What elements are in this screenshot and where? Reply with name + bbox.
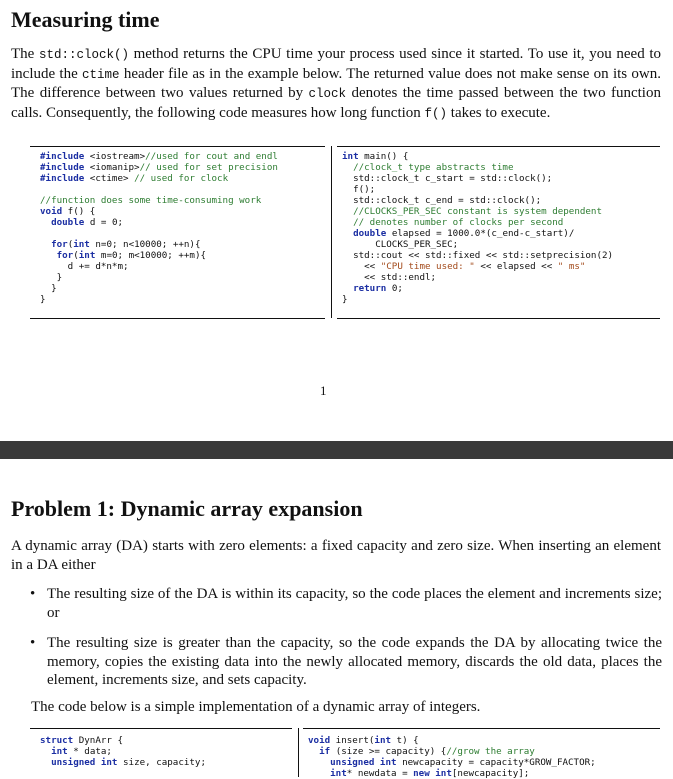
code-token	[40, 217, 51, 228]
code-token	[308, 768, 330, 779]
code-line	[40, 173, 328, 184]
p2-left-code-top-rule	[30, 728, 292, 729]
code-token: <iomanip>	[89, 162, 140, 173]
left-code-bottom-rule	[30, 318, 325, 319]
code-line	[342, 228, 662, 239]
code-token: if	[319, 746, 336, 757]
section-title-measuring-time: Measuring time	[11, 7, 160, 32]
code-token: //function does some time-consuming work	[40, 195, 262, 206]
code-token: <iostream>	[89, 151, 146, 162]
intro-text: header file as in the example below. The returned value does not make sense on its own. The difference between two values returned by	[11, 65, 661, 101]
code-token	[342, 217, 353, 228]
code-token: " ms"	[557, 261, 586, 272]
intro-text: The	[11, 46, 39, 62]
code-token	[40, 239, 51, 250]
code-token: << std::endl;	[342, 272, 437, 283]
code-line	[40, 206, 328, 217]
code-token: f() {	[67, 206, 96, 217]
code-token: size, capacity;	[123, 757, 206, 768]
code-token: newcapacity = capacity*GROW_FACTOR;	[402, 757, 596, 768]
code-token: double	[51, 217, 90, 228]
code-token: //CLOCKS_PER_SEC constant is system dependent	[353, 206, 602, 217]
code-token: n=0; n<10000; ++n){	[95, 239, 201, 250]
code-line	[342, 294, 662, 305]
inline-code: std::clock()	[38, 48, 129, 62]
code-token: main() {	[364, 151, 409, 162]
intro-paragraph	[11, 45, 661, 123]
code-token: f();	[342, 184, 376, 195]
code-token: (	[67, 239, 74, 250]
code-token: * newdata =	[346, 768, 414, 779]
code-token: <ctime>	[89, 173, 129, 184]
code-token: << elapsed <<	[474, 261, 558, 272]
code-token	[342, 162, 353, 173]
code-line	[40, 283, 328, 294]
inline-code: f()	[424, 106, 448, 121]
page-number: 1	[320, 383, 327, 398]
p2-right-code-top-rule	[303, 728, 660, 729]
code-line	[342, 151, 662, 162]
code-line	[342, 195, 662, 206]
code-token: // denotes number of clocks per second	[353, 217, 564, 228]
code-line	[342, 206, 662, 217]
code-token: d += d*n*m;	[40, 261, 129, 272]
code-token: int	[374, 735, 397, 746]
code-line	[40, 261, 328, 272]
bullet-dot-icon: •	[30, 586, 36, 602]
code-line	[342, 283, 662, 294]
left-code-top-rule	[30, 146, 325, 147]
code-token: }	[40, 283, 57, 294]
bullet-item	[30, 634, 662, 690]
p2-right-code-listing	[308, 735, 668, 779]
code-token: [newcapacity];	[451, 768, 530, 779]
code-token: int	[78, 250, 101, 261]
code-line	[308, 757, 668, 768]
code-line	[342, 272, 662, 283]
left-code-listing	[40, 151, 328, 305]
section-title-problem-1: Problem 1: Dynamic array expansion	[11, 496, 363, 521]
code-token: DynArr {	[78, 735, 123, 746]
code-token: #include	[40, 162, 90, 173]
p2-left-code-listing	[40, 735, 295, 768]
code-token: unsigned int	[330, 757, 403, 768]
code-token: new int	[413, 768, 452, 779]
code-token: void	[40, 206, 68, 217]
code-line	[342, 184, 662, 195]
code-line	[40, 250, 328, 261]
code-token: 0;	[391, 283, 403, 294]
code-token: <<	[342, 261, 381, 272]
code-token	[342, 283, 353, 294]
document-page-2	[0, 459, 673, 777]
code-token	[40, 757, 51, 768]
code-line	[342, 162, 662, 173]
code-token: #include	[40, 151, 90, 162]
intro-text: takes to execute.	[447, 104, 551, 121]
code-token: }	[40, 294, 46, 305]
code-line	[40, 162, 328, 173]
code-token	[308, 757, 330, 768]
bullet-dot-icon: •	[30, 635, 36, 651]
code-token: (	[73, 250, 79, 261]
code-line	[308, 768, 668, 779]
bullet-text: The resulting size of the DA is within its capacity, so the code places the element and increments size; or	[47, 586, 662, 621]
code-line	[40, 272, 328, 283]
bullet-item	[30, 585, 662, 622]
code-token: * data;	[73, 746, 112, 757]
code-line	[308, 746, 668, 757]
code-token: CLOCKS_PER_SEC;	[342, 239, 459, 250]
code-token: int	[51, 746, 74, 757]
code-line	[342, 239, 662, 250]
code-line	[40, 228, 328, 239]
code-line	[342, 250, 662, 261]
code-token: struct	[40, 735, 79, 746]
code-token	[40, 250, 57, 261]
p2-code-column-separator	[298, 728, 299, 777]
right-code-bottom-rule	[337, 318, 660, 319]
code-line	[40, 735, 295, 746]
code-token: for	[56, 250, 74, 261]
code-line	[342, 261, 662, 272]
code-token: std::clock_t c_start = std::clock();	[342, 173, 553, 184]
code-token: m=0; m<10000; ++m){	[100, 250, 207, 261]
code-token: for	[51, 239, 68, 250]
inline-code: ctime	[82, 67, 120, 82]
inline-code: clock	[308, 87, 347, 101]
code-token: #include	[40, 173, 90, 184]
code-token: //grow the array	[446, 746, 535, 757]
intro-text: denotes the time passed between the two function calls. Consequently, the following code measures how long function	[11, 85, 661, 121]
code-token: t) {	[396, 735, 419, 746]
code-token: //clock_t type abstracts time	[353, 162, 514, 173]
code-line	[40, 151, 328, 162]
bullet-text: The resulting size is greater than the capacity, so the code expands the DA by allocating twice the memory, copies the existing data into the newly allocated memory, discards the old data, places the element, increments size, and sets capacity.	[47, 635, 662, 688]
code-token	[40, 746, 51, 757]
code-token: double	[353, 228, 392, 239]
code-token: (size >= capacity) {	[335, 746, 447, 757]
code-line	[40, 184, 328, 195]
code-token: int	[73, 239, 96, 250]
code-token: //used for cout and endl	[145, 151, 278, 162]
code-column-separator	[331, 146, 332, 318]
code-line	[40, 746, 295, 757]
code-line	[40, 195, 328, 206]
code-token: // used for set precision	[139, 162, 278, 173]
code-line	[40, 757, 295, 768]
code-line	[40, 239, 328, 250]
code-token: std::clock_t c_end = std::clock();	[342, 195, 542, 206]
code-line	[342, 173, 662, 184]
code-token: unsigned int	[51, 757, 123, 768]
problem-intro-paragraph: A dynamic array (DA) starts with zero elements: a fixed capacity and zero size. When inserting an element in a DA either	[11, 538, 661, 573]
code-line	[40, 217, 328, 228]
intro-text: method returns the CPU time your process used since it started. To use it, you need to include the	[11, 46, 661, 82]
bullet-list	[30, 585, 662, 702]
code-token	[308, 746, 319, 757]
code-token: void	[308, 735, 336, 746]
code-token: int	[330, 768, 347, 779]
code-token: // used for clock	[128, 173, 229, 184]
code-token	[342, 228, 353, 239]
code-token: }	[342, 294, 348, 305]
code-line	[342, 217, 662, 228]
code-token: "CPU time used: "	[380, 261, 475, 272]
code-token: d = 0;	[89, 217, 124, 228]
page-gap	[0, 441, 673, 459]
code-token: }	[40, 272, 63, 283]
code-token: int	[342, 151, 365, 162]
code-token: return	[353, 283, 392, 294]
right-code-listing	[342, 151, 662, 305]
code-token: elapsed = 1000.0*(c_end-c_start)/	[391, 228, 575, 239]
closing-paragraph: The code below is a simple implementation of a dynamic array of integers.	[31, 699, 481, 715]
code-line	[308, 735, 668, 746]
code-token: insert(	[335, 735, 375, 746]
code-token: std::cout << std::fixed << std::setprecision(2)	[342, 250, 614, 261]
code-token	[342, 206, 353, 217]
code-line	[40, 294, 328, 305]
right-code-top-rule	[337, 146, 660, 147]
